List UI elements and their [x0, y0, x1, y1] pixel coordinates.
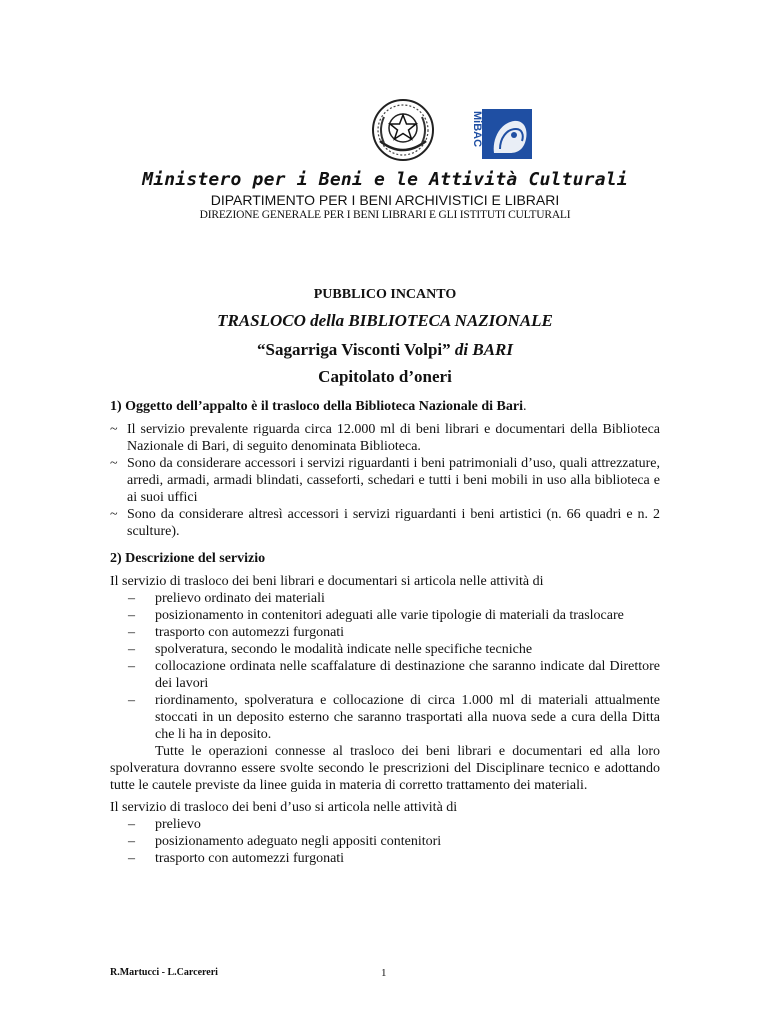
list-item — [110, 850, 660, 867]
list-item-text: Il servizio prevalente riguarda circa 12.000 ml di beni librari e documentari della Biblioteca Nazionale di Bari, di seguito denominata Biblioteca. — [127, 422, 660, 454]
list-item-text: spolveratura, secondo le modalità indicate nelle specifiche tecniche — [155, 642, 533, 657]
list-item-text: collocazione ordinata nelle scaffalature di destinazione che saranno indicate dal Direttore dei lavori — [155, 659, 660, 691]
section-2-list-2 — [110, 816, 660, 867]
dash-bullet: – — [128, 834, 135, 849]
dash-bullet: – — [128, 851, 135, 866]
section-1-heading — [110, 398, 660, 415]
list-item-text: riordinamento, spolveratura e collocazione di circa 1.000 ml di materiali attualmente stoccati in un deposito esterno che saranno trasportati alla nuova sede a cura della Ditta che li ha in deposito. — [155, 693, 660, 742]
list-item-text: prelievo — [155, 817, 201, 832]
section-1-list — [110, 421, 660, 540]
dash-bullet: – — [128, 642, 135, 657]
document-body — [110, 398, 660, 867]
library-name: “Sagarriga Visconti Volpi” — [257, 340, 451, 359]
mibac-logo-icon — [470, 109, 532, 159]
list-item-text: Sono da considerare altresì accessori i servizi riguardanti i beni artistici (n. 66 quadri e n. 2 sculture). — [127, 507, 660, 539]
list-item — [110, 833, 660, 850]
section-1-heading-text: 1) Oggetto dell’appalto è il trasloco della Biblioteca Nazionale di Bari — [110, 399, 523, 414]
page-number: 1 — [381, 967, 387, 979]
dash-bullet: – — [128, 693, 135, 708]
italian-republic-emblem-icon — [370, 97, 436, 163]
section-2-paragraph: Tutte le operazioni connesse al trasloco dei beni librari e documentari ed alla loro spolveratura dovranno essere svolte secondo le prescrizioni del Disciplinare tecnico e adottando tutte le cautele previste da linee guida in materia di corretto trattamento dei materiali. — [110, 744, 660, 793]
section-1-heading-end: . — [522, 399, 527, 414]
tilde-bullet: ~ — [110, 456, 118, 471]
direction-name: DIREZIONE GENERALE PER I BENI LIBRARI E GLI ISTITUTI CULTURALI — [199, 209, 571, 221]
header-logos — [0, 97, 770, 167]
department-name: DIPARTIMENTO PER I BENI ARCHIVISTICI E LIBRARI — [210, 192, 560, 208]
list-item — [110, 607, 660, 624]
list-item — [110, 421, 660, 455]
document-title: TRASLOCO della BIBLIOTECA NAZIONALE — [217, 311, 553, 330]
list-item — [110, 658, 660, 692]
footer-authors: R.Martucci - L.Carcereri — [110, 967, 218, 978]
dash-bullet: – — [128, 659, 135, 674]
list-item — [110, 624, 660, 641]
mibac-logo-text: MiBAC — [471, 111, 483, 148]
list-item-text: Sono da considerare accessori i servizi riguardanti i beni patrimoniali d’uso, quali attrezzature, arredi, armadi, armadi blindati, casseforti, schedari e tutti i beni mobili in uso alla biblioteca e ai suoi uffici — [127, 456, 660, 505]
list-item — [110, 506, 660, 540]
dash-bullet: – — [128, 608, 135, 623]
dash-bullet: – — [128, 625, 135, 640]
library-name-title — [0, 340, 770, 360]
list-item-text: posizionamento adeguato negli appositi contenitori — [155, 834, 442, 849]
dash-bullet: – — [128, 591, 135, 606]
section-2-list — [110, 590, 660, 743]
tilde-bullet: ~ — [110, 422, 118, 437]
list-item — [110, 641, 660, 658]
list-item — [110, 590, 660, 607]
tilde-bullet: ~ — [110, 507, 118, 522]
dash-bullet: – — [128, 817, 135, 832]
list-item — [110, 455, 660, 506]
list-item-text: trasporto con automezzi furgonati — [155, 851, 345, 866]
ministry-name: Ministero per i Beni e le Attività Culturali — [142, 169, 628, 190]
specifications-title: Capitolato d’oneri — [318, 367, 452, 386]
section-2-intro-2: Il servizio di trasloco dei beni d’uso si articola nelle attività di — [110, 800, 458, 815]
list-item-text: posizionamento in contenitori adeguati alle varie tipologie di materiali da traslocare — [155, 608, 624, 623]
list-item — [110, 692, 660, 743]
list-item-text: prelievo ordinato dei materiali — [155, 591, 325, 606]
tender-title: PUBBLICO INCANTO — [313, 287, 457, 302]
section-2-heading: 2) Descrizione del servizio — [110, 551, 266, 566]
section-2-intro: Il servizio di trasloco dei beni librari e documentari si articola nelle attività di — [110, 574, 544, 589]
library-city: di BARI — [450, 340, 513, 359]
list-item-text: trasporto con automezzi furgonati — [155, 625, 345, 640]
list-item — [110, 816, 660, 833]
